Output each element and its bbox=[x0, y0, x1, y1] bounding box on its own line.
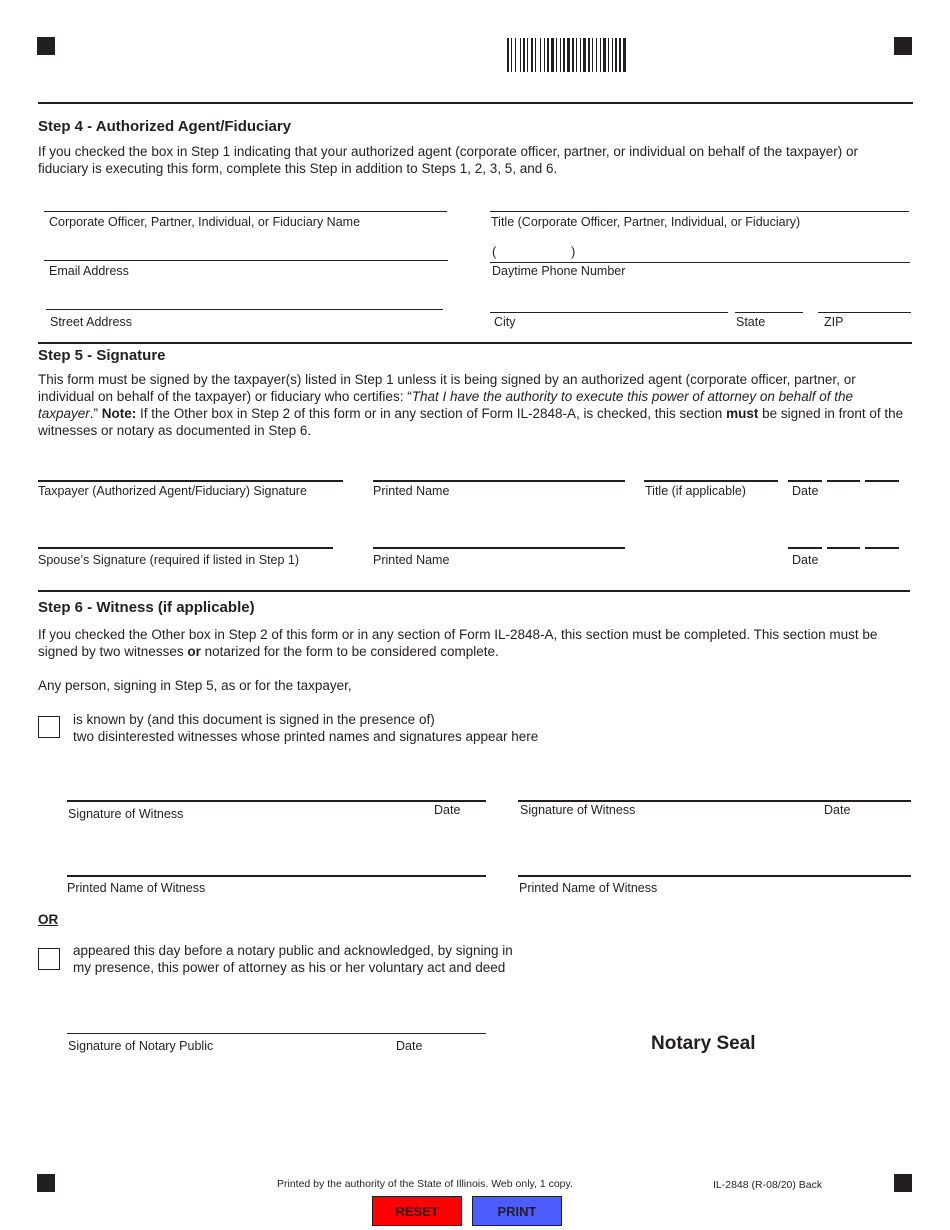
witness2-printed-name-field[interactable] bbox=[518, 875, 911, 877]
registration-mark-bottom-right bbox=[894, 1174, 912, 1192]
or-label: OR bbox=[38, 912, 59, 927]
city-field[interactable] bbox=[490, 312, 728, 313]
date-month-field[interactable] bbox=[788, 480, 822, 482]
notary-signature-field[interactable] bbox=[67, 1033, 486, 1034]
notary-seal-label: Notary Seal bbox=[651, 1033, 756, 1054]
zip-label: ZIP bbox=[824, 315, 844, 329]
phone-close-paren: ) bbox=[571, 244, 576, 259]
step5-note-label: Note: bbox=[101, 406, 137, 421]
step6-intro-a: If you checked the Other box in Step 2 of this form or in any section of Form IL-2848-A, this section must be completed. This section must be signed by two witnesses bbox=[38, 627, 878, 659]
notary-text-line1: appeared this day before a notary public and acknowledged, by signing in bbox=[73, 943, 513, 958]
step5-text-c: If the Other box in Step 2 of this form or in any section of Form IL-2848-A, is checked, this section bbox=[136, 406, 727, 421]
form-id: IL-2848 (R-08/20) Back bbox=[713, 1179, 823, 1191]
step5-text-b: .” bbox=[89, 406, 102, 421]
step4-divider bbox=[38, 342, 912, 344]
state-field[interactable] bbox=[735, 312, 803, 313]
witness1-printed-name-field[interactable] bbox=[67, 875, 486, 877]
step5-certification: That I have the authority to execute this power of attorney on behalf of the taxpayer bbox=[38, 389, 853, 421]
city-label: City bbox=[494, 315, 516, 329]
title-label: Title (Corporate Officer, Partner, Individual, or Fiduciary) bbox=[491, 215, 801, 229]
witness-text-line1: is known by (and this document is signed in the presence of) bbox=[73, 712, 435, 727]
notary-signature-label: Signature of Notary Public bbox=[68, 1039, 214, 1053]
top-divider bbox=[38, 102, 913, 104]
registration-mark-bottom-left bbox=[37, 1174, 55, 1192]
witness2-printed-name-label: Printed Name of Witness bbox=[519, 881, 658, 895]
date-label: Date bbox=[792, 484, 819, 498]
step5-text-a: This form must be signed by the taxpayer(s) listed in Step 1 unless it is being signed by an authorized agent (corporate officer, partner, or individual on behalf of the taxpayer) or fiduciary who certifies: “ bbox=[38, 372, 856, 404]
street-field[interactable] bbox=[46, 309, 443, 310]
notary-checkbox[interactable] bbox=[38, 948, 60, 970]
spouse-printed-name-field[interactable] bbox=[373, 547, 625, 549]
spouse-date-day-field[interactable] bbox=[827, 547, 860, 549]
step6-intro bbox=[38, 626, 910, 660]
witness-text-line2: two disinterested witnesses whose printed names and signatures appear here bbox=[73, 729, 539, 744]
spouse-date-label: Date bbox=[792, 553, 819, 567]
step5-must: must bbox=[726, 406, 759, 421]
step5-divider bbox=[38, 590, 910, 592]
step4-heading: Step 4 - Authorized Agent/Fiduciary bbox=[38, 118, 292, 135]
step6-intro-or: or bbox=[187, 644, 201, 659]
printed-name-field[interactable] bbox=[373, 480, 625, 482]
registration-mark-top-left bbox=[37, 37, 55, 55]
printed-name-label: Printed Name bbox=[373, 484, 450, 498]
witness1-signature-field[interactable] bbox=[67, 800, 486, 802]
step6-intro-b: notarized for the form to be considered complete. bbox=[200, 644, 499, 659]
phone-open-paren: ( bbox=[492, 244, 497, 259]
reset-button[interactable]: RESET bbox=[372, 1196, 462, 1226]
spouse-signature-field[interactable] bbox=[38, 547, 333, 549]
registration-mark-top-right bbox=[894, 37, 912, 55]
spouse-signature-label: Spouse’s Signature (required if listed in Step 1) bbox=[38, 553, 300, 567]
witness1-date-label: Date bbox=[434, 803, 461, 817]
title-field[interactable] bbox=[490, 211, 909, 212]
date-year-field[interactable] bbox=[865, 480, 899, 482]
name-label: Corporate Officer, Partner, Individual, or Fiduciary Name bbox=[49, 215, 361, 229]
street-label: Street Address bbox=[50, 315, 132, 329]
notary-text-line2: my presence, this power of attorney as his or her voluntary act and deed bbox=[73, 960, 506, 975]
witness2-signature-field[interactable] bbox=[518, 800, 911, 802]
zip-field[interactable] bbox=[818, 312, 911, 313]
spouse-date-year-field[interactable] bbox=[865, 547, 899, 549]
phone-field[interactable] bbox=[490, 262, 910, 263]
witness2-date-label: Date bbox=[824, 803, 851, 817]
date-day-field[interactable] bbox=[827, 480, 860, 482]
spouse-date-month-field[interactable] bbox=[788, 547, 822, 549]
any-person-text: Any person, signing in Step 5, as or for the taxpayer, bbox=[38, 678, 352, 693]
print-button[interactable]: PRINT bbox=[472, 1196, 562, 1226]
witness-checkbox[interactable] bbox=[38, 716, 60, 738]
name-field[interactable] bbox=[44, 211, 447, 212]
taxpayer-signature-field[interactable] bbox=[38, 480, 343, 482]
email-label: Email Address bbox=[49, 264, 129, 278]
title-if-applicable-field[interactable] bbox=[644, 480, 778, 482]
title-if-applicable-label: Title (if applicable) bbox=[645, 484, 746, 498]
barcode bbox=[507, 38, 701, 72]
witness1-signature-label: Signature of Witness bbox=[68, 807, 184, 821]
step5-heading: Step 5 - Signature bbox=[38, 347, 166, 364]
spouse-printed-name-label: Printed Name bbox=[373, 553, 450, 567]
witness2-signature-label: Signature of Witness bbox=[520, 803, 636, 817]
witness1-printed-name-label: Printed Name of Witness bbox=[67, 881, 206, 895]
taxpayer-signature-label: Taxpayer (Authorized Agent/Fiduciary) Signature bbox=[38, 484, 307, 498]
email-field[interactable] bbox=[44, 260, 448, 261]
authority-text: Printed by the authority of the State of Illinois. Web only, 1 copy. bbox=[277, 1178, 573, 1190]
step6-heading: Step 6 - Witness (if applicable) bbox=[38, 599, 255, 616]
phone-label: Daytime Phone Number bbox=[492, 264, 626, 278]
state-label: State bbox=[736, 315, 766, 329]
step4-intro: If you checked the box in Step 1 indicating that your authorized agent (corporate officer, partner, or individual on behalf of the taxpayer) or fiduciary is executing this form, complete this Step in addition to Steps 1, 2, 3, 5, and 6. bbox=[38, 144, 859, 176]
notary-date-label: Date bbox=[396, 1039, 423, 1053]
step5-paragraph bbox=[38, 371, 910, 439]
step5-text-d: be signed in front of the witnesses or notary as documented in Step 6. bbox=[38, 406, 904, 438]
